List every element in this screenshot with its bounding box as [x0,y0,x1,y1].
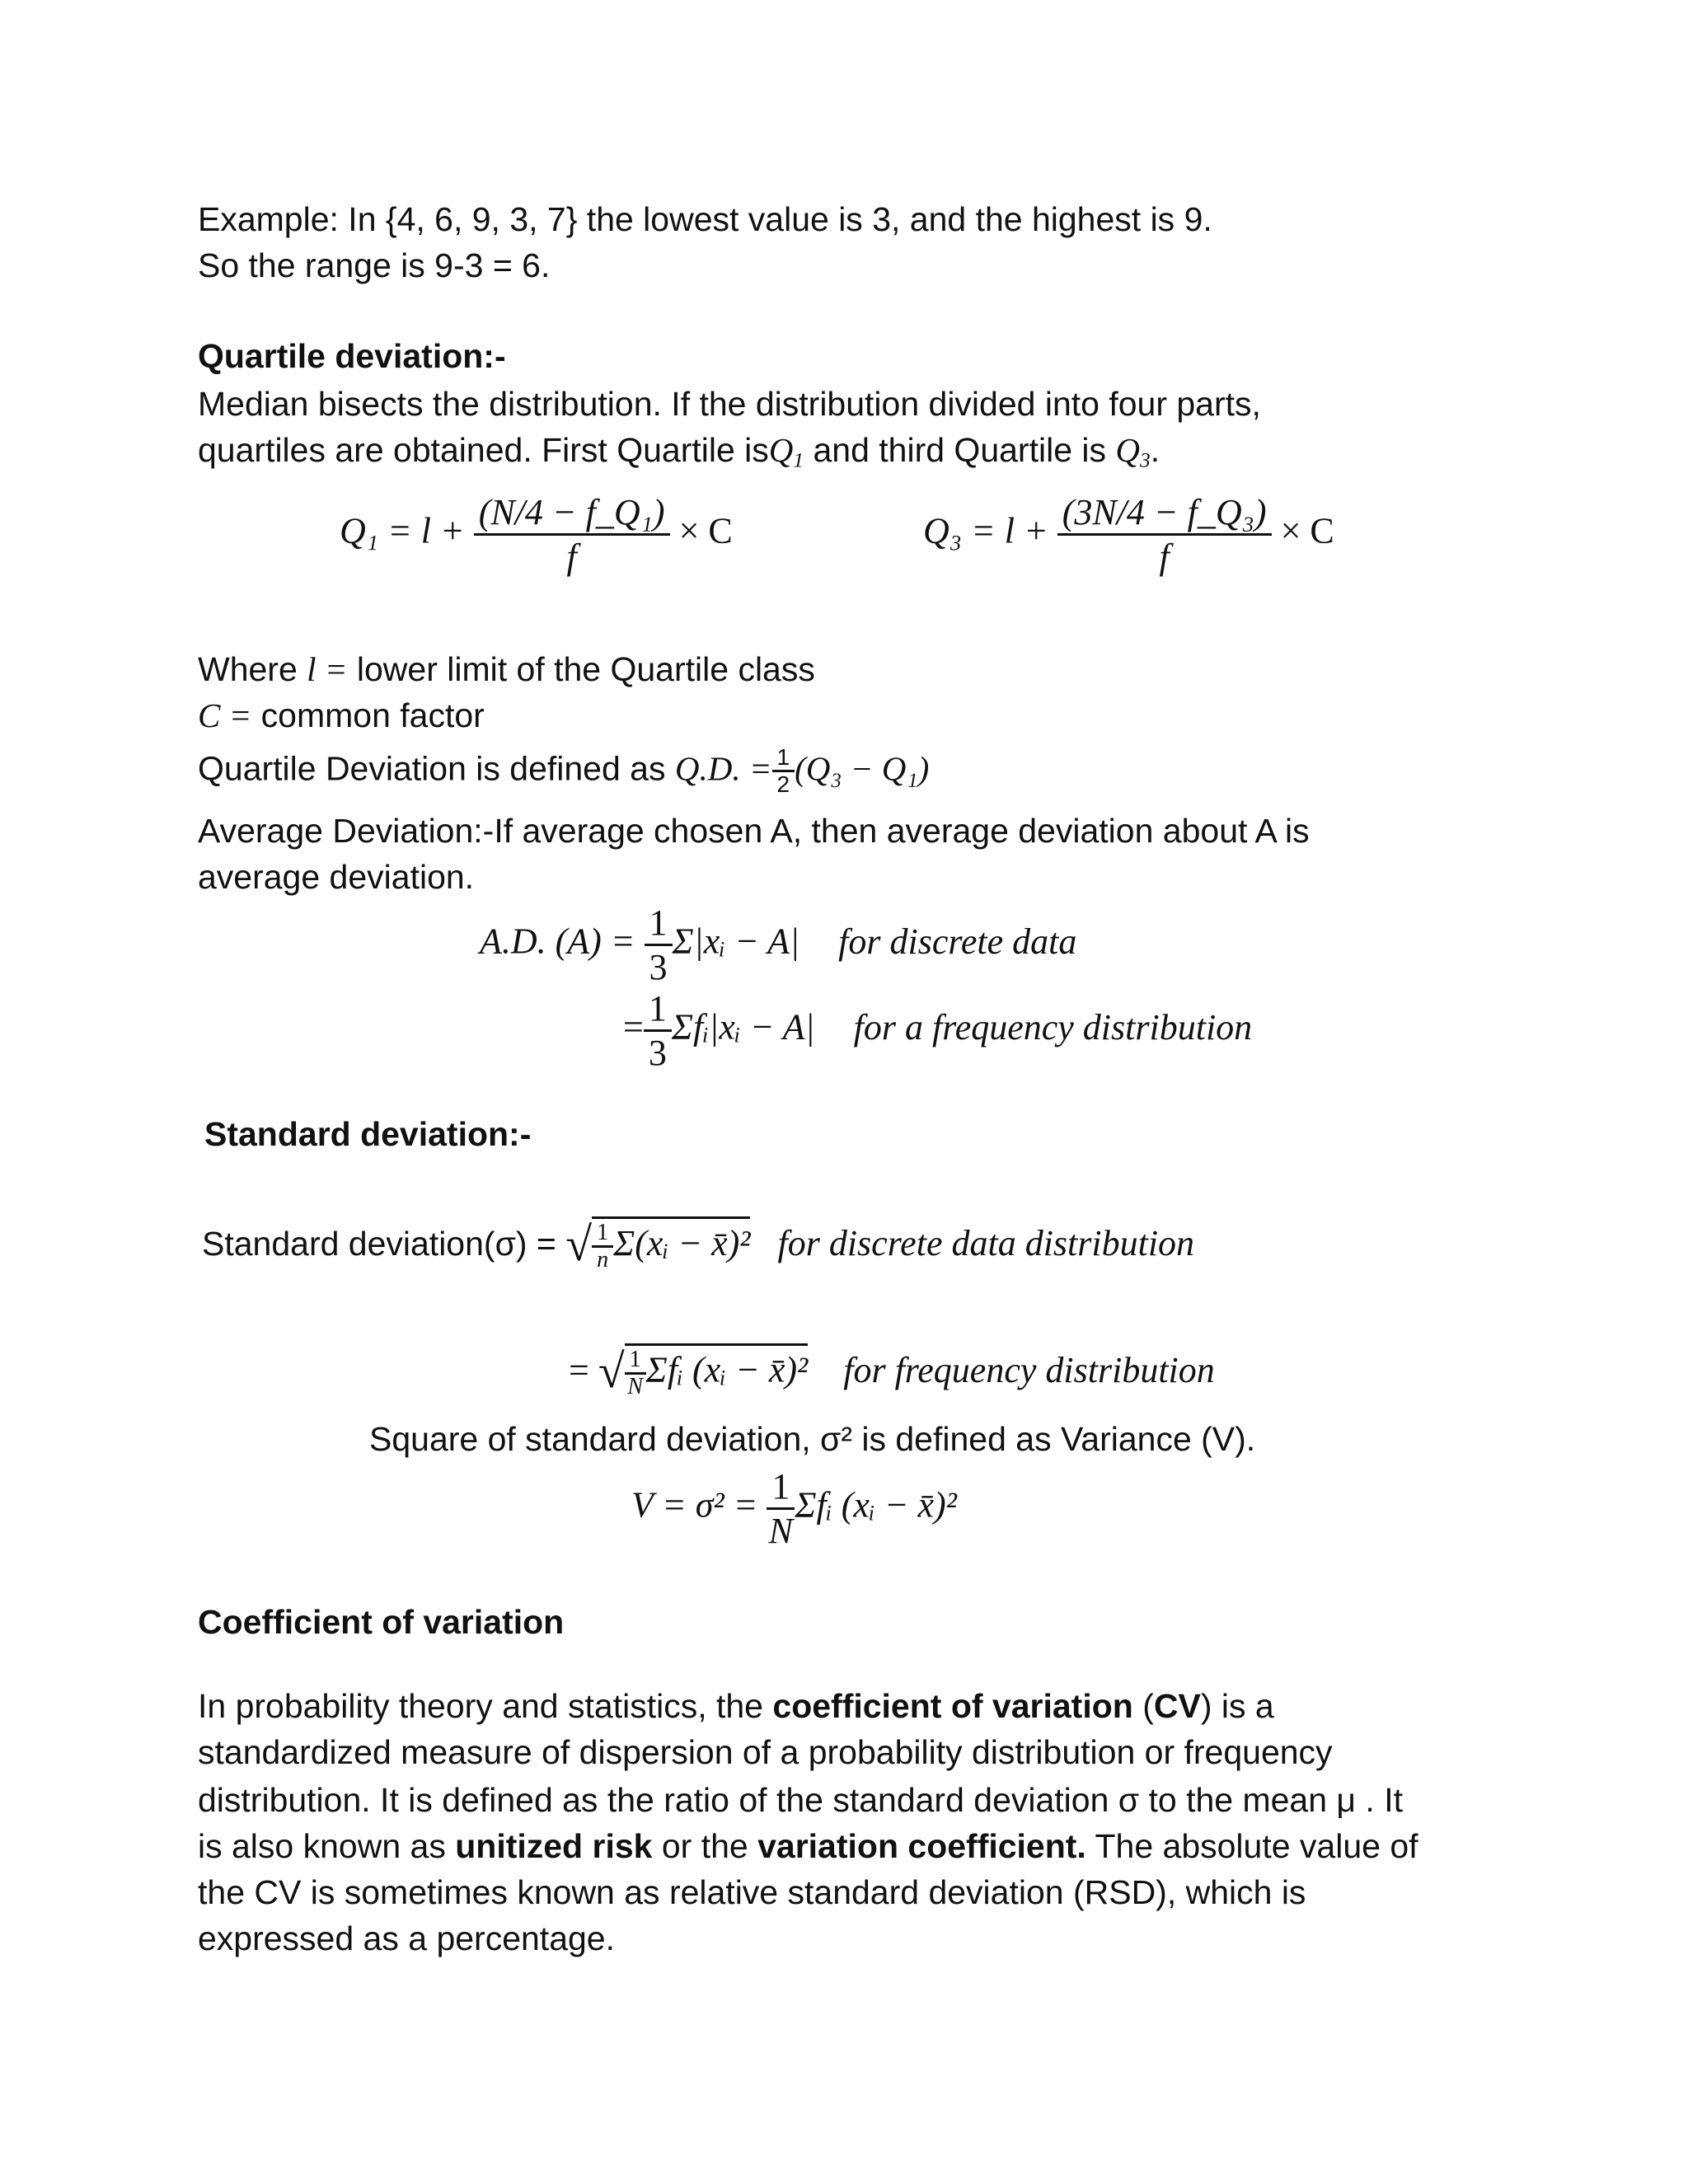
cv-heading: Coefficient of variation [198,1603,565,1641]
average-line2: average deviation. [198,858,475,896]
q3-formula [923,491,1334,578]
v-body: Σfᵢ (xᵢ − x̄)² [795,1484,957,1526]
q1-formula-lhs: Q₁ = l + [340,510,465,551]
sd-1-expression [565,1217,1195,1273]
qd-expr: Q.D. = [674,749,772,788]
c-desc: common factor [260,696,485,734]
sd-1-body: Σ(xᵢ − x̄)² [613,1223,751,1263]
variance-text: Square of standard deviation, σ² is defined as Variance (V). [369,1420,1256,1458]
q3-symbol: $Q_3$ [1115,431,1151,472]
unitized-risk-bold: unitized risk [455,1827,653,1865]
standard-heading: Standard deviation:- [204,1115,532,1153]
ad-sum-1: Σ|xᵢ − A| [672,921,800,962]
ad-desc-2: for a frequency distribution [853,1006,1253,1047]
q3-formula-lhs: Q₃ = l + [923,510,1048,551]
sd-label: Standard deviation(σ) = [202,1225,556,1263]
average-line1: Average Deviation:-If average chosen A, then average deviation about A is [198,812,1310,850]
q1-formula-fraction [474,491,670,578]
cv-line4: is also known as unitized risk or the variation coefficient. The absolute value of [198,1827,1418,1865]
c-line [198,692,485,738]
q1-formula-denominator: f [566,537,577,577]
ad-fraction-2: $\frac{1}{3}$ [644,987,672,1074]
q1-formula-numerator: (N/4 − f_Q₁) [474,491,670,536]
cv-line5: the CV is sometimes known as relative standard deviation (RSD), which is [198,1873,1306,1911]
q1-formula-tail: × C [678,510,733,551]
qd-frac-num: 1 [772,745,795,772]
where-l-desc: lower limit of the Quartile class [356,650,815,688]
where-pre: Where [198,650,298,688]
sqrt-icon: √ [565,1217,593,1271]
range-example-line1: Example: In {4, 6, 9, 3, 7} the lowest value is 3, and the highest is 9. [198,200,1212,238]
sd-1-desc: for discrete data distribution [777,1223,1195,1263]
c-symbol: C = [198,696,252,734]
ad-formula-2 [623,987,1252,1074]
cv-abbrev-bold: CV [1153,1687,1201,1725]
q3-formula-tail: × C [1280,510,1334,551]
v-lhs: V = σ² = [631,1484,758,1526]
qd-fraction [772,745,795,797]
qd-rest: (Q₃ − Q₁) [795,749,930,788]
sd-formula-1 [202,1216,1194,1272]
sd-2-radicand: $\frac{1}{N}$ Σfᵢ (xᵢ − x̄)² [625,1343,809,1399]
cv-term-bold: coefficient of variation [772,1687,1133,1725]
where-line [198,646,815,692]
quartile-para2-mid: and third Quartile is [813,431,1106,469]
q1-formula [340,491,733,578]
sd-2-body: Σfᵢ (xᵢ − x̄)² [645,1350,809,1390]
q3-formula-numerator: (3N/4 − f_Q₃) [1057,491,1272,536]
sd-1-radicand: $\frac{1}{n}$ Σ(xᵢ − x̄)² [592,1216,750,1272]
sd-formula-2 [569,1343,1215,1399]
quartile-para2: quartiles are obtained. First Quartile isQ$_1$ and third Quartile is $Q_3$. [198,431,1160,472]
sd-2-eq: = [569,1350,589,1390]
cv-line2: standardized measure of dispersion of a probability distribution or frequency [198,1733,1333,1771]
cv-line3: distribution. It is defined as the ratio of the standard deviation σ to the mean μ . It [198,1781,1403,1819]
ad-formula-1 [480,902,1076,988]
variance-formula [631,1465,957,1552]
quartile-heading: Quartile deviation:- [198,337,506,375]
sqrt-icon: √ [598,1344,625,1398]
q1-symbol: $Q_1$ [768,431,804,472]
qd-definition [198,745,929,797]
variation-coefficient-bold: variation coefficient. [757,1827,1086,1865]
where-l-symbol: l = [307,650,348,688]
ad-lhs: A.D. (A) = [480,921,635,962]
ad-sum-2: Σfᵢ|xᵢ − A| [671,1006,815,1047]
q3-formula-denominator: f [1159,537,1170,577]
qd-text: Quartile Deviation is defined as [198,749,666,788]
quartile-para1: Median bisects the distribution. If the distribution divided into four parts, [198,385,1261,423]
cv-line1: In probability theory and statistics, the coefficient of variation (CV) is a [198,1687,1274,1725]
quartile-para2-pre: quartiles are obtained. First Quartile is [198,431,769,469]
q3-formula-fraction [1057,491,1272,578]
cv-line6: expressed as a percentage. [198,1919,615,1957]
v-fraction: $\frac{1}{N}$ [767,1465,795,1552]
sd-2-desc: for frequency distribution [843,1350,1215,1390]
ad-eq-2: = [623,1006,644,1047]
qd-frac-den: 2 [776,771,790,797]
ad-fraction-1: $\frac{1}{3}$ [645,902,673,988]
ad-desc-1: for discrete data [838,921,1077,962]
range-example-line2: So the range is 9-3 = 6. [198,246,551,284]
